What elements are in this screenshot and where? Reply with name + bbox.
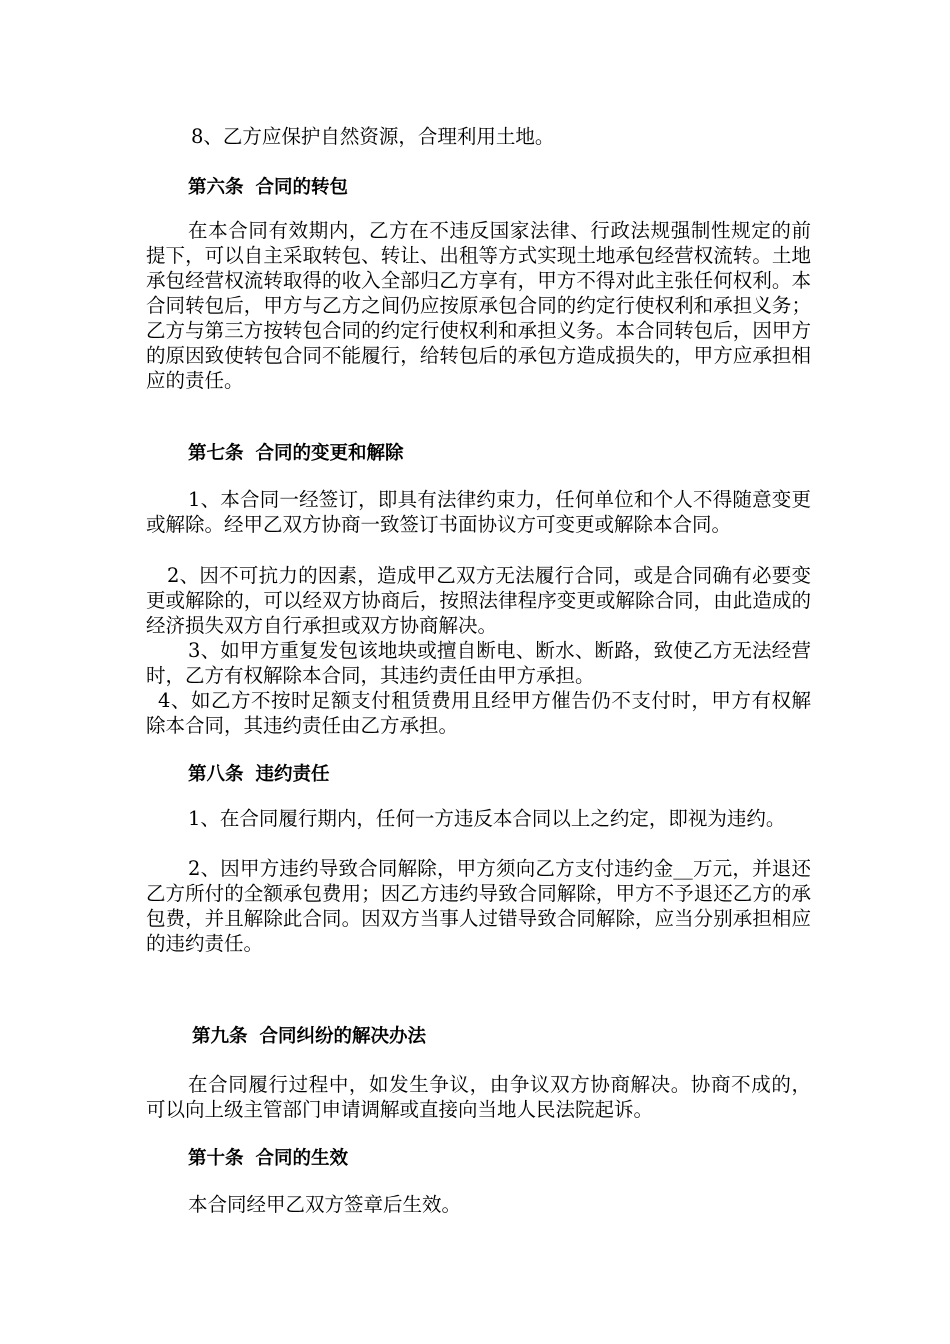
article-9-heading bbox=[192, 1024, 426, 1049]
article-6-body: 在本合同有效期内，乙方在不违反国家法律、行政法规强制性规定的前提下，可以自主采取转包、转让、出租等方式实现土地承包经营权流转。土地承包经营权流转取得的收入全部归乙方享有，甲方不得对此主张任何权利。本合同转包后，甲方与乙方之间仍应按原承包合同的约定行使权利和承担义务；乙方与第三方按转包合同的约定行使权利和承担义务。本合同转包后，因甲方的原因致使转包合同不能履行，给转包后的承包方造成损失的，甲方应承担相应的责任。 bbox=[146, 219, 811, 392]
article-7-heading bbox=[188, 441, 404, 466]
article-7-item-2: 2、因不可抗力的因素，造成甲乙双方无法履行合同，或是合同确有必要变更或解除的，可以经双方协商后，按照法律程序变更或解除合同，由此造成的经济损失双方自行承担或双方协商解决。 bbox=[146, 564, 811, 637]
article-8-heading bbox=[188, 762, 330, 787]
article-10-title: 合同的生效 bbox=[255, 1148, 349, 1169]
article-7-title: 合同的变更和解除 bbox=[255, 443, 404, 464]
article-8-item-2: 2、因甲方违约导致合同解除，甲方须向乙方支付违约金__万元，并退还乙方所付的全额承包费用；因乙方违约导致合同解除，甲方不予退还乙方的承包费，并且解除此合同。因双方当事人过错导致合同解除，应当分别承担相应的违约责任。 bbox=[146, 857, 811, 955]
article-8-item-1: 1、在合同履行期内，任何一方违反本合同以上之约定，即视为违约。 bbox=[188, 807, 786, 830]
article-6-heading bbox=[188, 175, 348, 200]
article-8-number: 第八条 bbox=[188, 764, 244, 785]
article-6-number: 第六条 bbox=[188, 177, 244, 198]
article-10-number: 第十条 bbox=[188, 1148, 244, 1169]
article-9-title: 合同纠纷的解决办法 bbox=[259, 1026, 427, 1047]
article-7-item-4: 4、如乙方不按时足额支付租赁费用且经甲方催告仍不支付时，甲方有权解除本合同，其违约责任由乙方承担。 bbox=[146, 689, 811, 737]
article-9-number: 第九条 bbox=[192, 1026, 248, 1047]
article-10-heading bbox=[188, 1146, 348, 1171]
article-7-item-1: 1、本合同一经签订，即具有法律约束力，任何单位和个人不得随意变更或解除。经甲乙双方协商一致签订书面协议方可变更或解除本合同。 bbox=[146, 488, 811, 536]
article-6-title: 合同的转包 bbox=[255, 177, 349, 198]
article-10-body: 本合同经甲乙双方签章后生效。 bbox=[188, 1193, 462, 1216]
article-7-item-3: 3、如甲方重复发包该地块或擅自断电、断水、断路，致使乙方无法经营时，乙方有权解除本合同，其违约责任由甲方承担。 bbox=[146, 639, 811, 687]
article-7-number: 第七条 bbox=[188, 443, 244, 464]
article-9-body: 在合同履行过程中，如发生争议，由争议双方协商解决。协商不成的，可以向上级主管部门申请调解或直接向当地人民法院起诉。 bbox=[146, 1073, 811, 1121]
article-8-title: 违约责任 bbox=[255, 764, 330, 785]
clause-item-8: 8、乙方应保护自然资源，合理利用土地。 bbox=[191, 125, 555, 148]
